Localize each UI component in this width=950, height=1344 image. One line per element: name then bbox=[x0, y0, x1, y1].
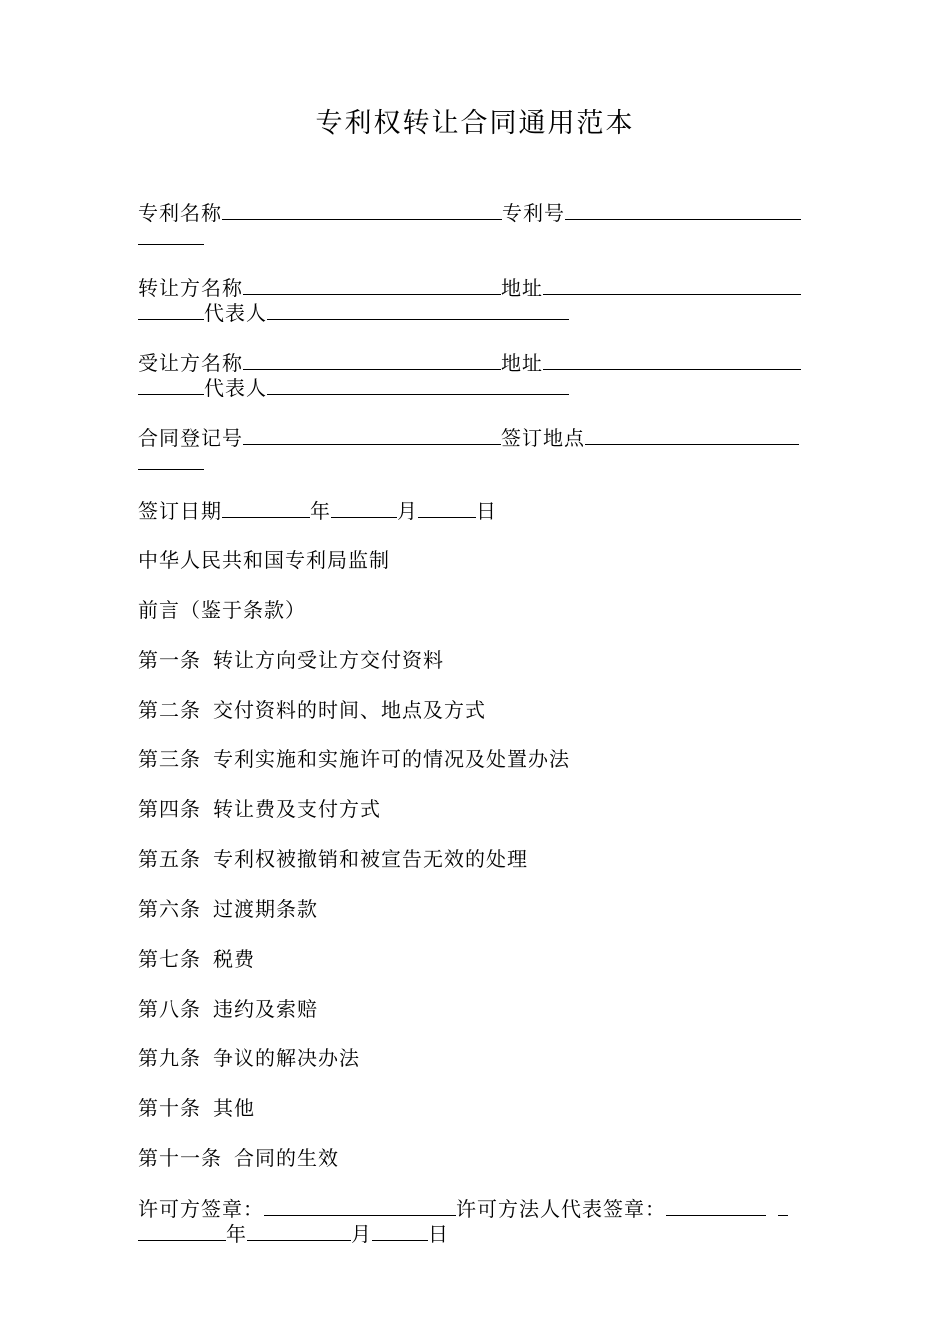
article-text: 转让费及支付方式 bbox=[213, 797, 381, 821]
article-text: 专利权被撤销和被宣告无效的处理 bbox=[213, 847, 528, 871]
licensor-seal-field[interactable] bbox=[264, 1195, 456, 1216]
sig-day-label: 日 bbox=[428, 1222, 449, 1246]
transferor-address-field[interactable] bbox=[543, 274, 801, 295]
transferee-address-field-cont[interactable] bbox=[138, 374, 204, 395]
patent-name-label: 专利名称 bbox=[138, 201, 222, 225]
patent-no-field[interactable] bbox=[565, 199, 801, 220]
article-number: 第三条 bbox=[138, 747, 201, 771]
month-label: 月 bbox=[397, 499, 418, 523]
day-label: 日 bbox=[476, 499, 497, 523]
sign-place-field-cont[interactable] bbox=[138, 449, 204, 470]
transferee-rep-field[interactable] bbox=[267, 374, 569, 395]
article-text: 交付资料的时间、地点及方式 bbox=[213, 698, 486, 722]
article-number: 第十条 bbox=[138, 1096, 201, 1120]
article-number: 第二条 bbox=[138, 698, 201, 722]
article-number: 第四条 bbox=[138, 797, 201, 821]
sig-day-field[interactable] bbox=[372, 1220, 428, 1241]
article-number: 第九条 bbox=[138, 1046, 201, 1070]
sign-place-label: 签订地点 bbox=[501, 426, 585, 450]
transferor-address-field-cont[interactable] bbox=[138, 299, 204, 320]
article-text: 转让方向受让方交付资料 bbox=[213, 648, 444, 672]
licensor-seal-label: 许可方签章： bbox=[138, 1197, 264, 1221]
transferee-address-label: 地址 bbox=[501, 351, 543, 375]
article-number: 第十一条 bbox=[138, 1146, 222, 1170]
article-number: 第六条 bbox=[138, 897, 201, 921]
article-7 bbox=[138, 946, 255, 972]
contract-reg-label: 合同登记号 bbox=[138, 426, 243, 450]
article-11 bbox=[138, 1145, 339, 1171]
patent-name-field[interactable] bbox=[222, 199, 502, 220]
licensor-rep-field-end[interactable] bbox=[778, 1195, 788, 1216]
transferor-name-label: 转让方名称 bbox=[138, 276, 243, 300]
article-1 bbox=[138, 647, 444, 673]
article-9 bbox=[138, 1045, 360, 1071]
sign-year-field[interactable] bbox=[222, 497, 310, 518]
supervisor-line: 中华人民共和国专利局监制 bbox=[138, 548, 390, 572]
sign-month-field[interactable] bbox=[331, 497, 397, 518]
article-6 bbox=[138, 896, 318, 922]
transferor-rep-field[interactable] bbox=[267, 299, 569, 320]
licensor-rep-field[interactable] bbox=[666, 1195, 766, 1216]
article-10 bbox=[138, 1095, 255, 1121]
contract-reg-block bbox=[138, 424, 818, 474]
transferee-name-field[interactable] bbox=[243, 349, 501, 370]
sign-date-line bbox=[138, 497, 497, 524]
transferor-rep-label: 代表人 bbox=[204, 301, 267, 325]
article-8 bbox=[138, 996, 318, 1022]
contract-reg-field[interactable] bbox=[243, 424, 501, 445]
article-4 bbox=[138, 796, 381, 822]
sig-year-label: 年 bbox=[226, 1222, 247, 1246]
sign-day-field[interactable] bbox=[418, 497, 476, 518]
article-text: 过渡期条款 bbox=[213, 897, 318, 921]
transferee-block bbox=[138, 349, 818, 399]
article-text: 其他 bbox=[213, 1096, 255, 1120]
patent-info-block bbox=[138, 199, 818, 249]
article-text: 专利实施和实施许可的情况及处置办法 bbox=[213, 747, 570, 771]
sign-place-field[interactable] bbox=[585, 424, 799, 445]
transferor-block bbox=[138, 274, 818, 324]
article-2 bbox=[138, 697, 486, 723]
transferee-rep-label: 代表人 bbox=[204, 376, 267, 400]
transferor-address-label: 地址 bbox=[501, 276, 543, 300]
article-5 bbox=[138, 846, 528, 872]
preamble-line: 前言（鉴于条款） bbox=[138, 598, 306, 622]
sig-year-field[interactable] bbox=[138, 1220, 226, 1241]
transferor-name-field[interactable] bbox=[243, 274, 501, 295]
article-text: 税费 bbox=[213, 947, 255, 971]
article-text: 争议的解决办法 bbox=[213, 1046, 360, 1070]
article-number: 第七条 bbox=[138, 947, 201, 971]
sign-date-label: 签订日期 bbox=[138, 499, 222, 523]
article-text: 违约及索赔 bbox=[213, 997, 318, 1021]
sig-month-field[interactable] bbox=[247, 1220, 351, 1241]
document-title: 专利权转让合同通用范本 bbox=[315, 108, 635, 139]
transferee-address-field[interactable] bbox=[543, 349, 801, 370]
year-label: 年 bbox=[310, 499, 331, 523]
signature-block bbox=[138, 1195, 818, 1245]
article-number: 第五条 bbox=[138, 847, 201, 871]
sig-month-label: 月 bbox=[351, 1222, 372, 1246]
article-3 bbox=[138, 746, 570, 772]
licensor-rep-label: 许可方法人代表签章： bbox=[456, 1197, 666, 1221]
transferee-name-label: 受让方名称 bbox=[138, 351, 243, 375]
patent-no-label: 专利号 bbox=[502, 201, 565, 225]
article-text: 合同的生效 bbox=[234, 1146, 339, 1170]
article-number: 第八条 bbox=[138, 997, 201, 1021]
article-number: 第一条 bbox=[138, 648, 201, 672]
patent-no-field-cont[interactable] bbox=[138, 224, 204, 245]
